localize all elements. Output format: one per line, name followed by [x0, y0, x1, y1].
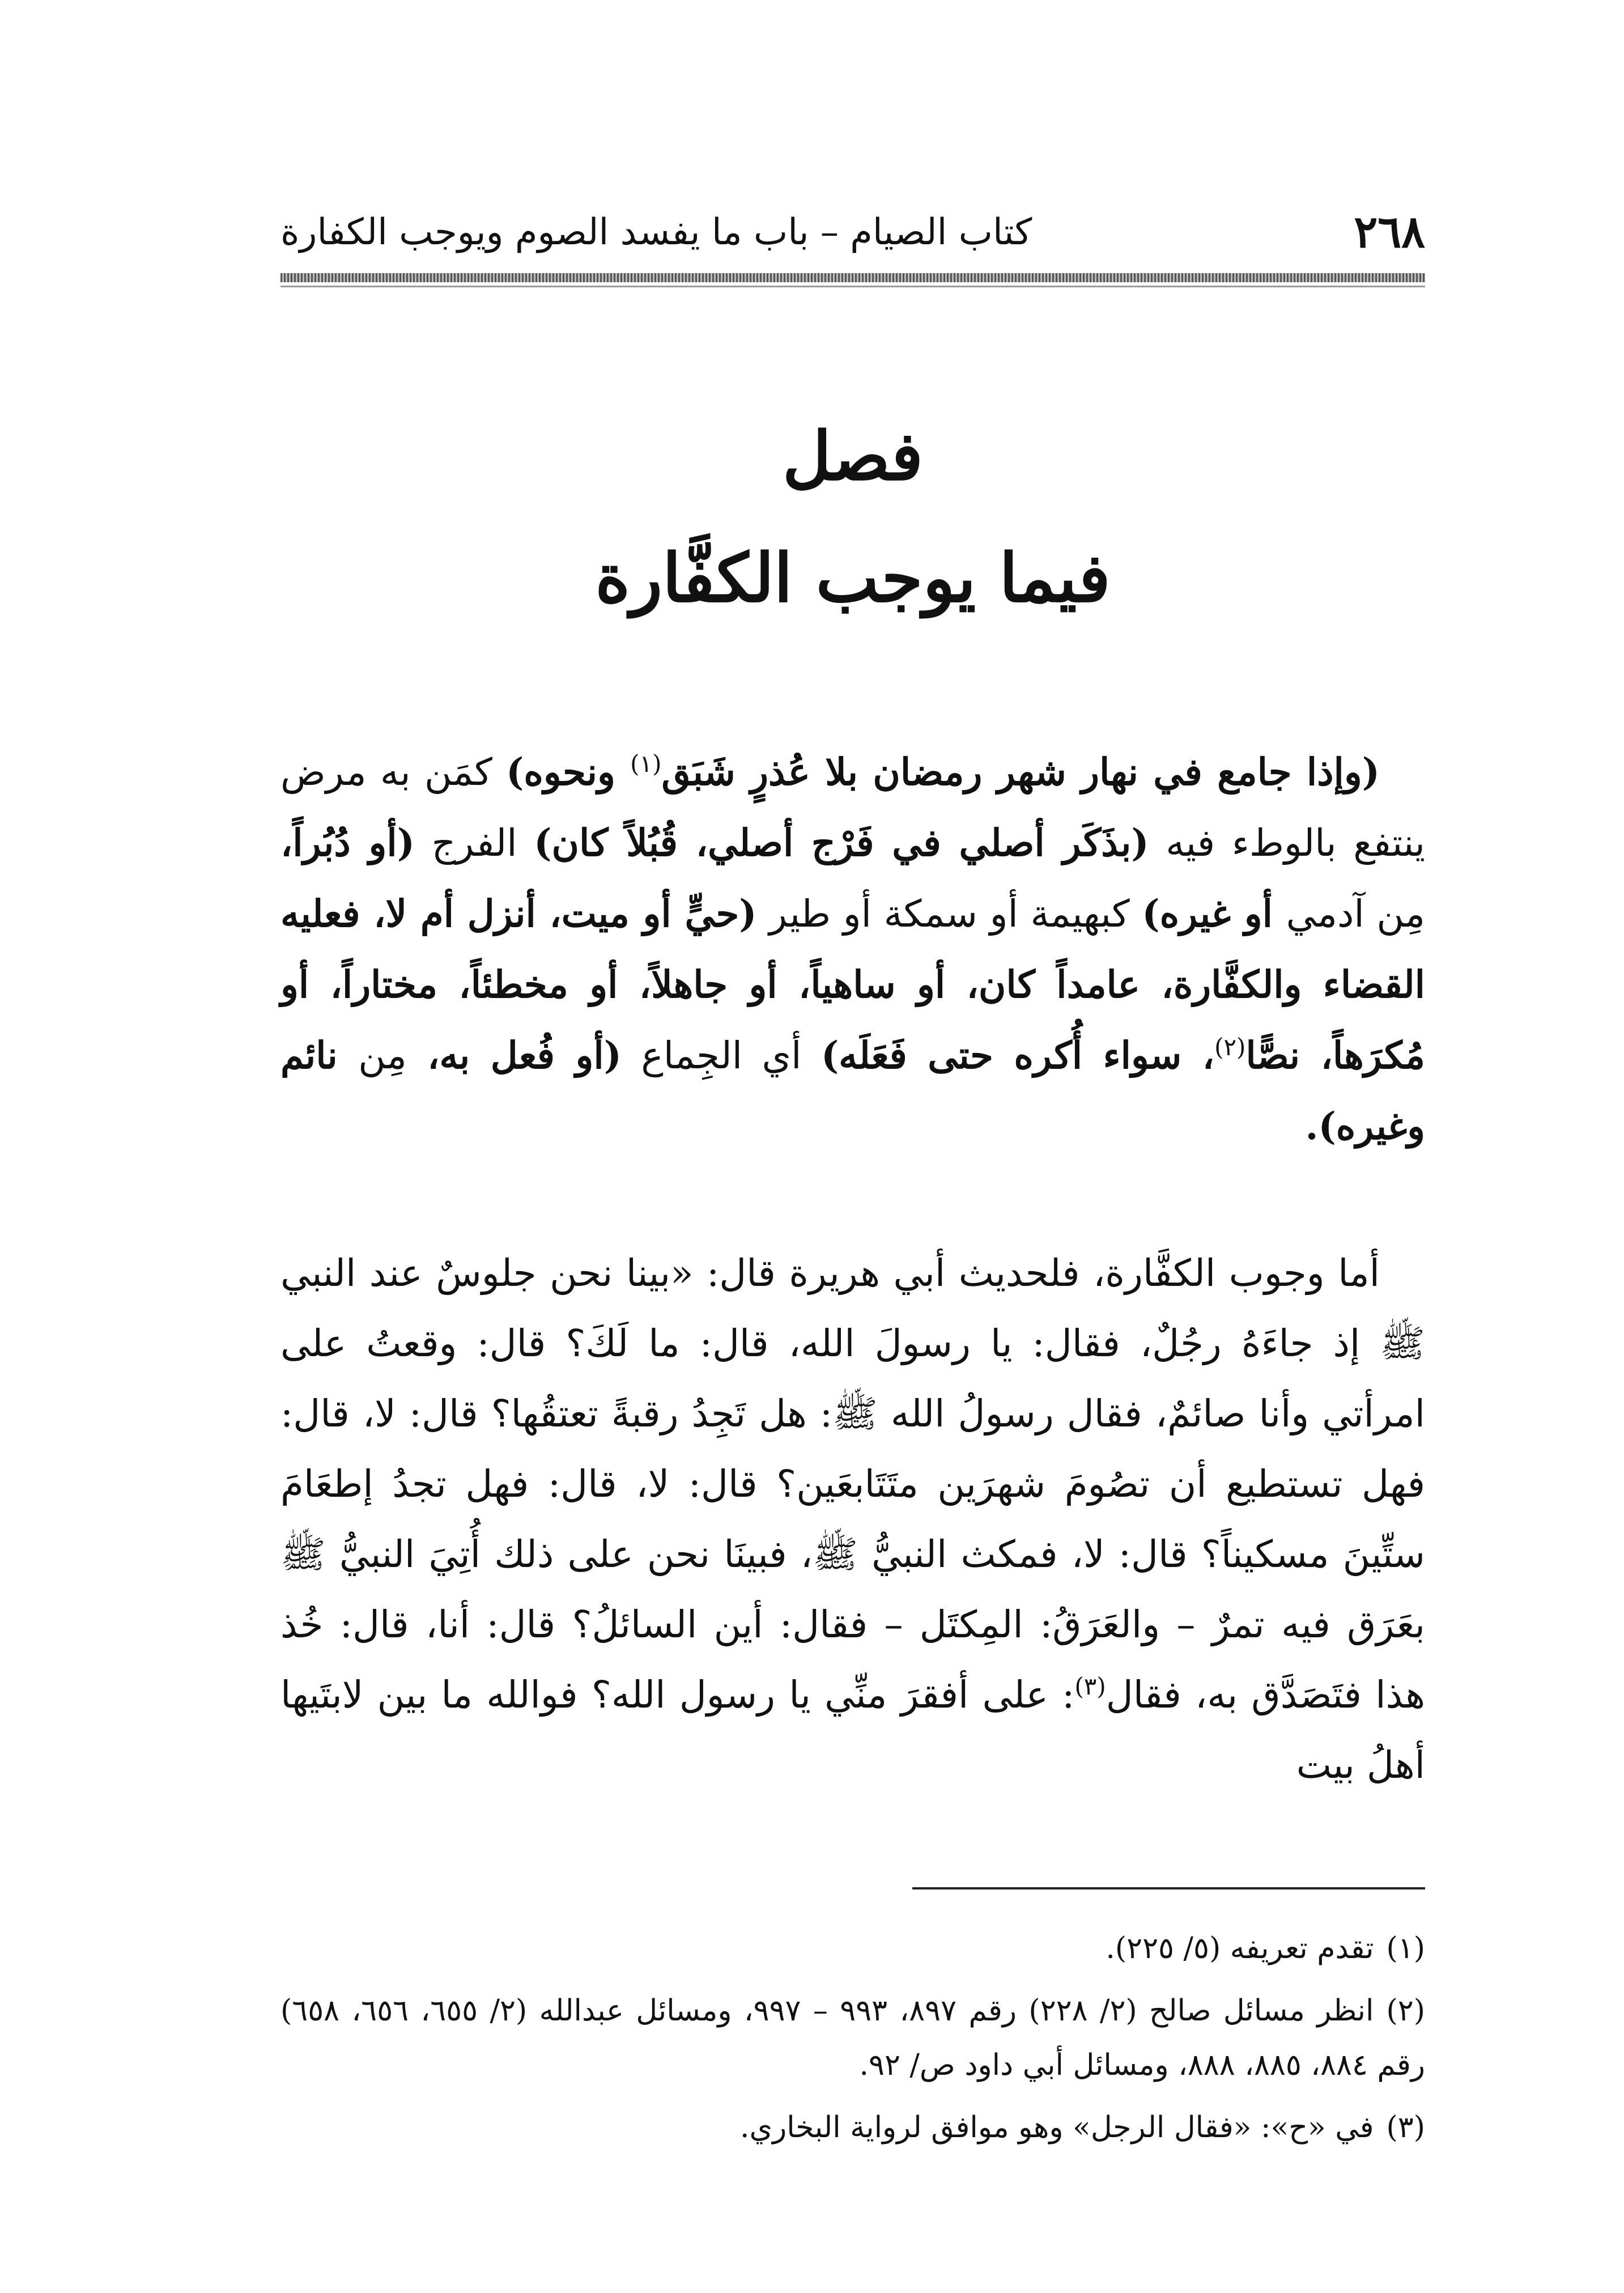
footnote	[280, 1984, 1425, 2092]
commentary-text: كبهيمة أو سمكة أو طير	[756, 892, 1142, 936]
footnote-mark: (١)	[1386, 1931, 1425, 1965]
matn-text: (حيٍّ أو ميت، أنزل أم لا، فعليه القضاء والكفَّارة، عامداً كان، أو ساهياً، أو جاهلاً، أو مخطئاً، مختاراً، أو مُكرَهاً، نصًّا	[280, 891, 1425, 1077]
hadith-text: : على أفقرَ منِّي يا رسول الله؟ فوالله ما بين لابتَيها أهلُ بيت	[280, 1673, 1425, 1787]
footnotes	[280, 1921, 1425, 2163]
section-heading: فصل	[782, 417, 924, 495]
matn-text: نائم وغيره).	[280, 1033, 1425, 1148]
matn-text: (أو فُعل به،	[406, 1033, 622, 1077]
commentary-text: أي الجِماع	[621, 1034, 821, 1077]
commentary-paragraph	[280, 1238, 1425, 1801]
footnote-separator	[912, 1887, 1425, 1889]
footnote-mark: (٣)	[1386, 2111, 1425, 2145]
matn-text: (أو دُبُراً،	[280, 821, 415, 865]
header-rule-thin	[280, 286, 1425, 287]
running-head	[280, 201, 1425, 264]
footnote-text: في «ح»: «فقال الرجل» وهو موافق لرواية البخاري.	[739, 2111, 1374, 2145]
page-number: ٢٦٨	[1354, 206, 1425, 258]
commentary-text: الفرج	[414, 821, 534, 865]
matn-text: (وإذا جامع في نهار شهر رمضان بلا عُذرٍ شَبَق	[661, 750, 1380, 794]
hadith-text: أما وجوب الكفَّارة، فلحديث أبي هريرة قال: «بينا نحن جلوسٌ عند النبي ﷺ إذ جاءَهُ رجُلٌ، فقال: يا رسولَ الله، قال: ما لَكَ؟ قال: وقعتُ على امرأتي وأنا صائمٌ، فقال رسولُ الله ﷺ: هل تَجِدُ رقبةً تعتقُها؟ قال: لا، قال: فهل تستطيع أن تصُومَ شهرَين متَتَابعَين؟ قال: لا، قال: فهل تجدُ إطعَامَ ستِّينَ مسكيناً؟ قال: لا، فمكث النبيُّ ﷺ، فبينَا نحن على ذلك أُتِيَ النبيُّ ﷺ بعَرَق فيه تمرٌ – والعَرَقُ: المِكتَل – فقال: أين السائلُ؟ قال: أنا، قال: خُذ هذا فتَصَدَّق به، فقال	[280, 1251, 1425, 1717]
footnote-ref-2: (٢)	[1214, 1033, 1246, 1061]
commentary-text: مِن آدمي	[1286, 892, 1425, 936]
commentary-text: كمَن به مرض ينتفع بالوطء فيه	[280, 750, 1426, 865]
footnote-text: انظر مسائل صالح (٢/ ٢٢٨) رقم ٨٩٧، ٩٩٣ – ٩٩٧، ومسائل عبدالله (٢/ ٦٥٥، ٦٥٦، ٦٥٨) رقم ٨٨٤، ٨٨٥، ٨٨٨، ومسائل أبي داود ص/ ٩٢.	[280, 1994, 1425, 2082]
footnote-ref-1: (١)	[630, 750, 662, 778]
footnote-mark: (٢)	[1386, 1994, 1426, 2028]
footnote-ref-3: (٣)	[1074, 1672, 1106, 1700]
matn-text: أو غيره)	[1142, 891, 1286, 936]
section-subheading: فيما يوجب الكفَّارة	[595, 538, 1111, 617]
matn-text: ونحوه)	[506, 750, 631, 794]
running-head-title: كتاب الصيام – باب ما يفسد الصوم ويوجب الكفارة	[280, 211, 1032, 253]
footnote-text: تقدم تعريفه (٥/ ٢٢٥).	[1106, 1931, 1374, 1965]
footnote	[280, 1921, 1425, 1976]
matn-text: ، سواء أُكره حتى فَعَلَه)	[820, 1033, 1215, 1077]
header-rule	[280, 273, 1425, 282]
commentary-text: مِن	[358, 1034, 407, 1077]
matn-paragraph	[280, 737, 1425, 1162]
matn-text: (بذَكَر أصلي في فَرْج أصلي، قُبُلاً كان)	[534, 821, 1149, 865]
footnote	[280, 2100, 1425, 2155]
